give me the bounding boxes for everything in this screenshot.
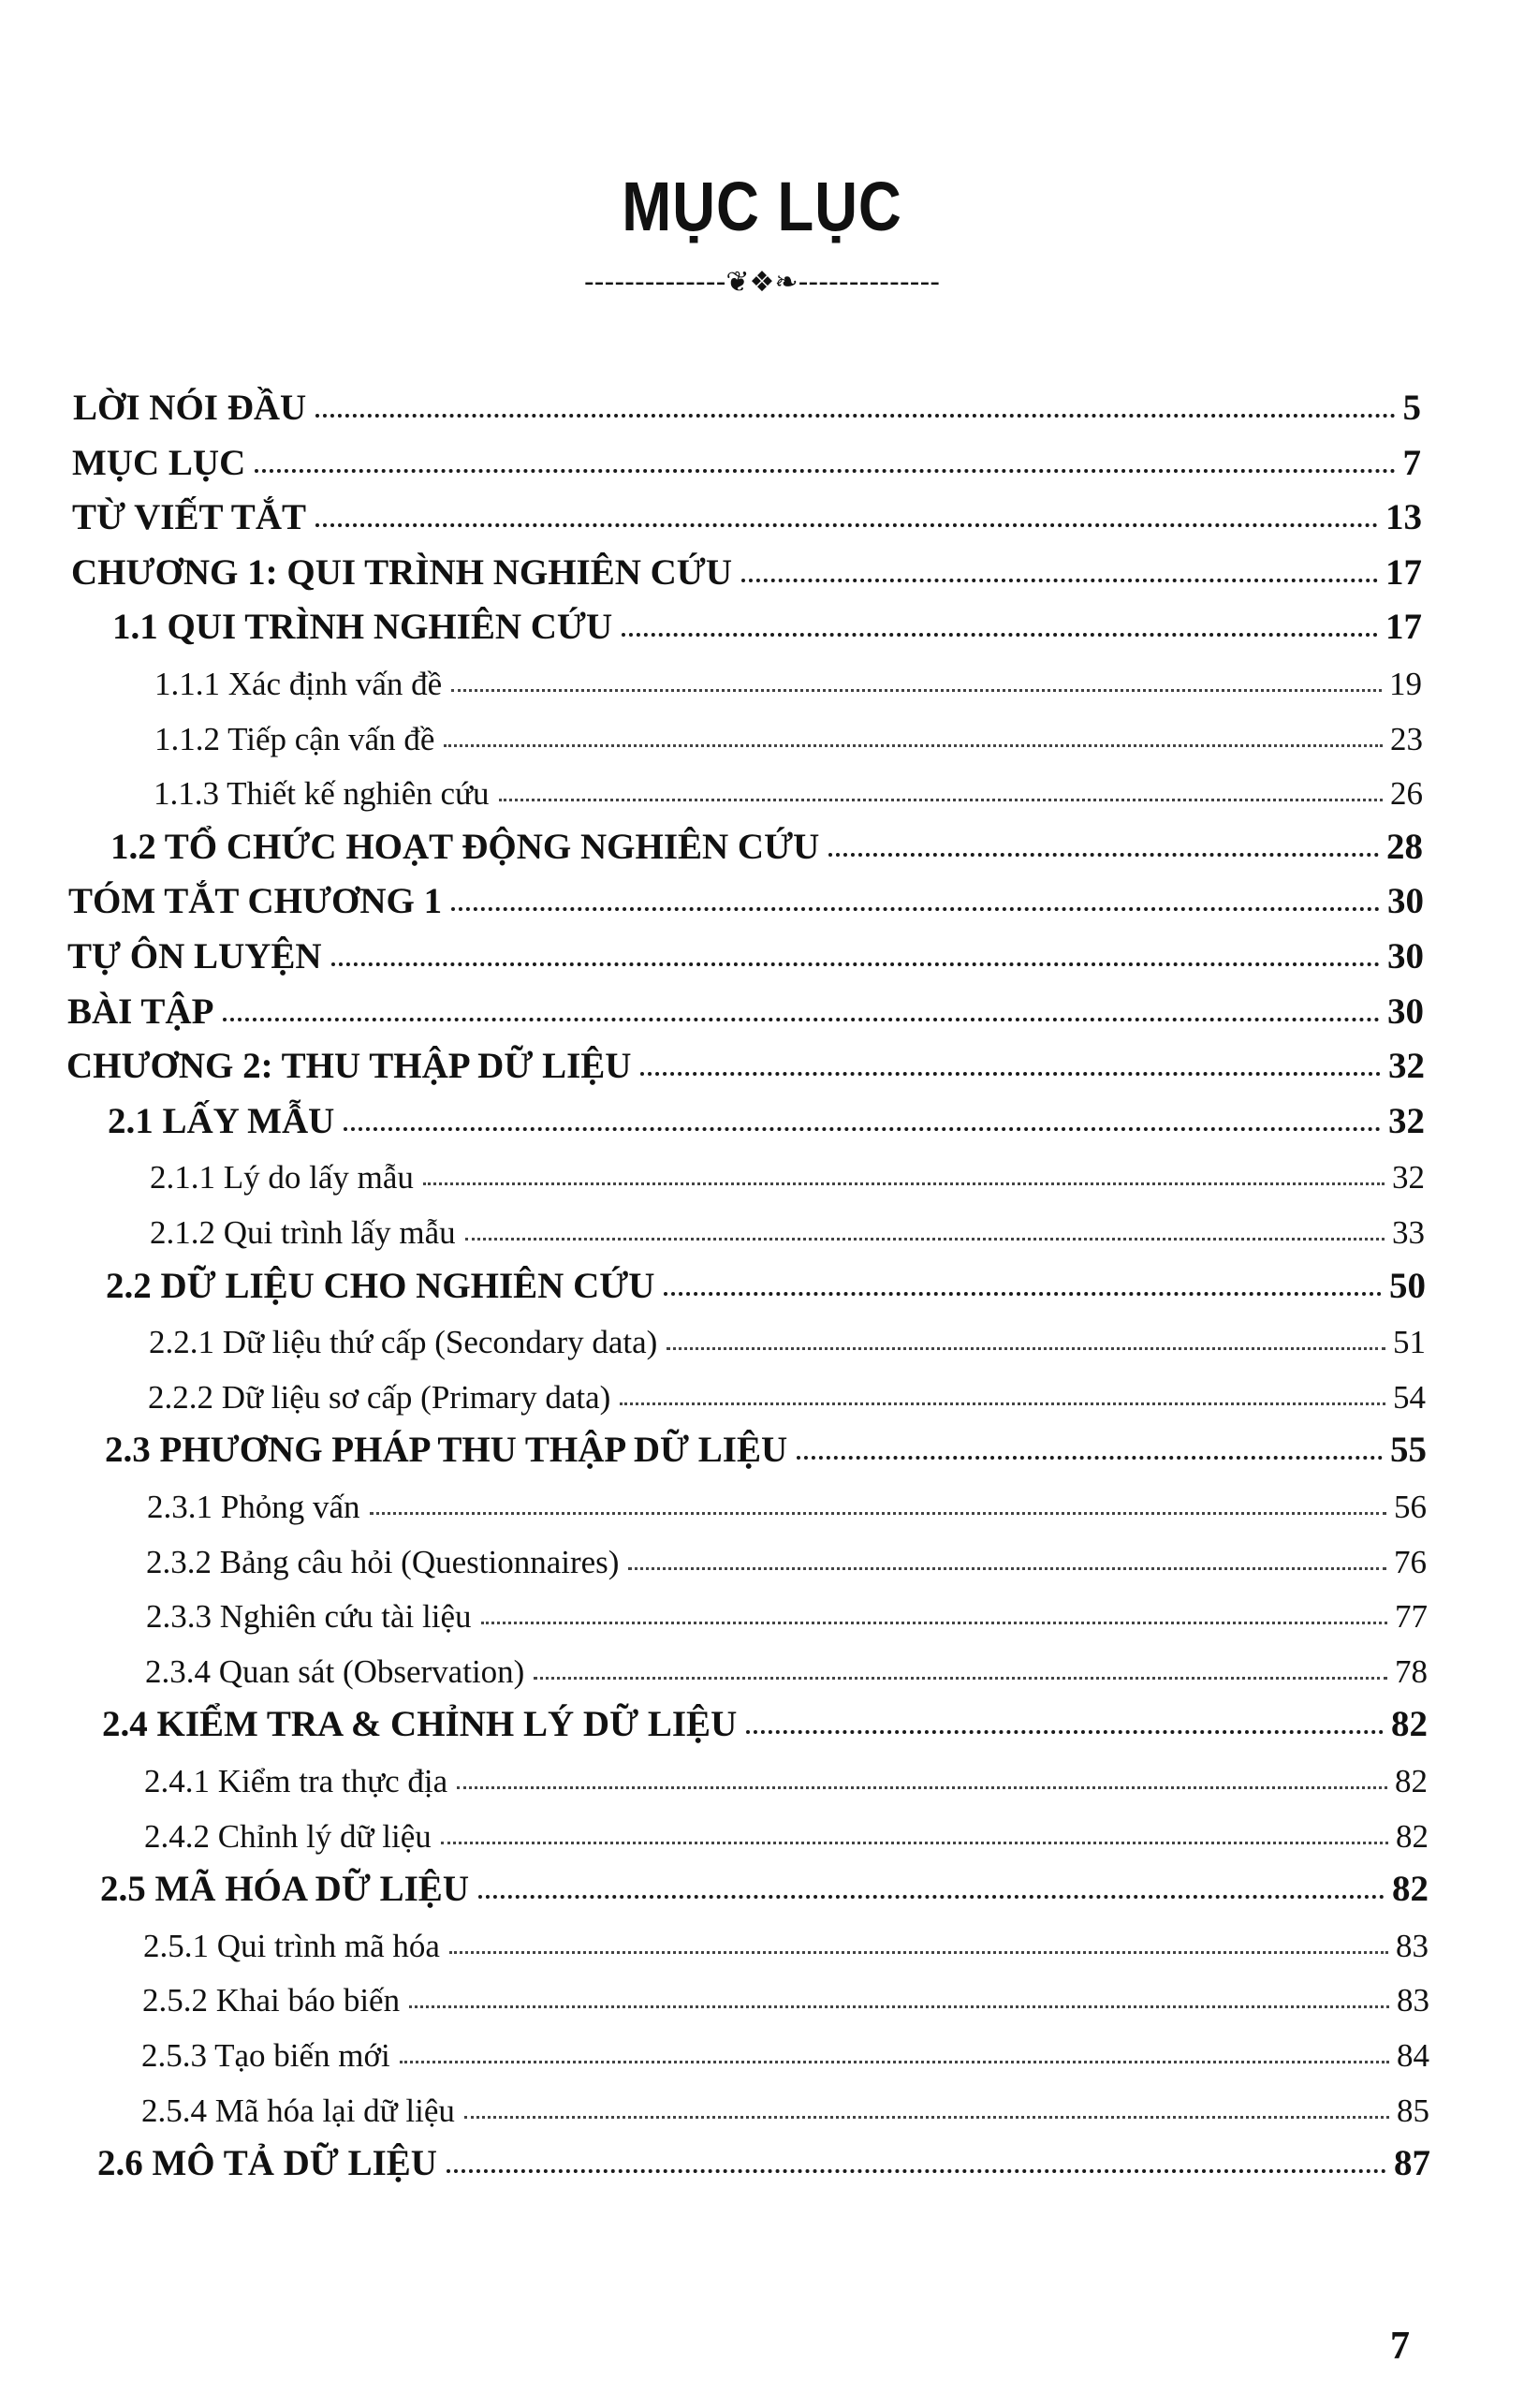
- toc-entry-label: CHƯƠNG 1: QUI TRÌNH NGHIÊN CỨU: [71, 551, 732, 593]
- toc-entry: [68, 870, 1424, 922]
- toc-entry-label: 2.1 LẤY MẪU: [108, 1100, 335, 1141]
- dot-leader: [223, 1018, 1380, 1021]
- toc-entry-label: 2.4.2 Chỉnh lý dữ liệu: [144, 1817, 432, 1855]
- page-title: MỤC LỤC: [622, 168, 902, 245]
- toc-entry: [150, 1144, 1425, 1197]
- dot-leader: [344, 1127, 1381, 1131]
- dot-leader: [741, 579, 1378, 582]
- toc-entry-label: 2.4.1 Kiểm tra thực địa: [144, 1763, 448, 1799]
- toc-entry-page: 17: [1385, 551, 1422, 593]
- dot-leader: [449, 1951, 1388, 1954]
- dot-leader: [447, 2169, 1386, 2173]
- toc-entry: [67, 925, 1424, 977]
- dot-leader: [441, 1842, 1388, 1844]
- toc-entry: [110, 815, 1423, 868]
- toc-entry-page: 30: [1387, 991, 1424, 1032]
- toc-entry: [143, 1913, 1429, 1965]
- dot-leader: [640, 1072, 1381, 1076]
- toc-entry-page: 5: [1402, 388, 1421, 428]
- dot-leader: [444, 744, 1383, 747]
- dot-leader: [331, 962, 1380, 966]
- toc-entry: [105, 1418, 1427, 1471]
- toc-entry-page: 82: [1392, 1869, 1429, 1910]
- toc-entry-label: TỪ VIẾT TẮT: [72, 497, 306, 538]
- toc-entry: [142, 1967, 1429, 2019]
- toc-entry-label: 1.1.3 Thiết kế nghiên cứu: [154, 775, 490, 813]
- toc-entry-page: 82: [1396, 1817, 1429, 1855]
- toc-entry-page: 26: [1390, 775, 1423, 813]
- toc-entry: [144, 1803, 1429, 1856]
- dot-leader: [315, 523, 1378, 527]
- toc-entry: [106, 1255, 1426, 1307]
- toc-entry-page: 85: [1397, 2092, 1429, 2129]
- dot-leader: [451, 689, 1382, 692]
- toc-entry-page: 54: [1393, 1378, 1426, 1416]
- toc-entry-label: 2.3.3 Nghiên cứu tài liệu: [146, 1598, 472, 1636]
- toc-entry-page: 56: [1394, 1489, 1427, 1525]
- toc-entry-label: 1.1.1 Xác định vấn đề: [154, 666, 443, 702]
- toc-entry-label: 2.5.4 Mã hóa lại dữ liệu: [141, 2092, 455, 2129]
- toc-entry-label: MỤC LỤC: [72, 442, 246, 483]
- toc-entry: [73, 376, 1421, 429]
- toc-entry-label: 2.5.1 Qui trình mã hóa: [143, 1927, 440, 1964]
- toc-entry: [146, 1529, 1427, 1581]
- dot-leader: [622, 633, 1378, 637]
- toc-entry: [147, 1474, 1427, 1526]
- dot-leader: [481, 1622, 1387, 1624]
- toc-entry-label: 2.3.1 Phỏng vấn: [147, 1489, 360, 1525]
- title-ornament: --------------❦❖❧--------------: [583, 266, 941, 299]
- toc-entry-page: 32: [1388, 1046, 1425, 1087]
- toc-entry-label: 2.2.1 Dữ liệu thứ cấp (Secondary data): [149, 1324, 658, 1361]
- dot-leader: [534, 1677, 1387, 1680]
- toc-entry-label: 2.1.2 Qui trình lấy mẫu: [150, 1214, 456, 1251]
- toc-entry-label: 1.1.2 Tiếp cận vấn đề: [154, 720, 435, 757]
- toc-entry-label: 2.4 KIỂM TRA & CHỈNH LÝ DỮ LIỆU: [102, 1704, 738, 1745]
- toc-entry: [100, 1857, 1429, 1910]
- toc-entry: [145, 1638, 1428, 1691]
- dot-leader: [628, 1567, 1386, 1570]
- toc-entry: [149, 1309, 1426, 1361]
- dot-leader: [464, 2116, 1389, 2119]
- toc-entry-label: 2.5.3 Tạo biến mới: [141, 2037, 390, 2074]
- toc-entry: [102, 1693, 1428, 1745]
- dot-leader: [664, 1292, 1382, 1296]
- dot-leader: [465, 1238, 1385, 1241]
- toc-entry-page: 51: [1393, 1324, 1426, 1361]
- toc-entry-label: 2.2.2 Dữ liệu sơ cấp (Primary data): [148, 1378, 611, 1416]
- dot-leader: [370, 1512, 1387, 1515]
- dot-leader: [828, 853, 1379, 857]
- toc-entry-page: 28: [1386, 826, 1423, 867]
- dot-leader: [315, 414, 1395, 418]
- toc-entry-label: LỜI NÓI ĐẦU: [73, 388, 307, 428]
- dot-leader: [667, 1347, 1385, 1350]
- dot-leader: [746, 1730, 1384, 1734]
- toc-entry-page: 13: [1385, 497, 1422, 538]
- toc-entry-label: 2.3 PHƯƠNG PHÁP THU THẬP DỮ LIỆU: [105, 1430, 788, 1471]
- toc-entry-page: 30: [1387, 936, 1424, 976]
- dot-leader: [255, 469, 1395, 473]
- toc-entry-page: 83: [1397, 1982, 1429, 2019]
- dot-leader: [451, 907, 1380, 911]
- dot-leader: [400, 2061, 1389, 2063]
- toc-entry-page: 76: [1394, 1543, 1427, 1580]
- toc-entry: [148, 1364, 1426, 1417]
- toc-entry-page: 87: [1394, 2143, 1430, 2184]
- toc-entry-page: 82: [1391, 1704, 1428, 1745]
- toc-entry-page: 83: [1396, 1927, 1429, 1964]
- toc-entry-label: CHƯƠNG 2: THU THẬP DỮ LIỆU: [66, 1046, 632, 1087]
- toc-entry: [146, 1583, 1428, 1636]
- toc-entry-page: 7: [1402, 442, 1421, 483]
- toc-entry-label: TÓM TẮT CHƯƠNG 1: [68, 881, 443, 922]
- toc-entry: [154, 706, 1423, 758]
- toc-entry-page: 77: [1395, 1598, 1428, 1636]
- dot-leader: [797, 1456, 1383, 1460]
- toc-entry-page: 32: [1392, 1159, 1425, 1197]
- toc-entry-page: 82: [1395, 1763, 1428, 1799]
- dot-leader: [423, 1182, 1385, 1185]
- toc-entry-page: 55: [1390, 1430, 1427, 1471]
- toc-entry-page: 84: [1397, 2037, 1429, 2074]
- toc-entry-page: 50: [1389, 1265, 1426, 1306]
- toc-entry-label: TỰ ÔN LUYỆN: [67, 936, 322, 976]
- toc-entry-label: 2.3.4 Quan sát (Observation): [145, 1652, 525, 1690]
- toc-entry-page: 19: [1389, 666, 1422, 702]
- toc-entry-label: 1.2 TỔ CHỨC HOẠT ĐỘNG NGHIÊN CỨU: [110, 826, 820, 867]
- toc-entry-page: 30: [1387, 881, 1424, 922]
- toc-entry: [67, 980, 1424, 1033]
- page-number: 7: [1390, 2325, 1410, 2368]
- toc-entry-label: 1.1 QUI TRÌNH NGHIÊN CỨU: [112, 607, 613, 648]
- toc-entry: [72, 432, 1421, 484]
- toc-entry-label: 2.2 DỮ LIỆU CHO NGHIÊN CỨU: [106, 1265, 655, 1306]
- toc-entry: [71, 541, 1422, 594]
- dot-leader: [409, 2005, 1389, 2008]
- toc-entry-page: 33: [1392, 1214, 1425, 1251]
- toc-entry-label: 2.5 MÃ HÓA DỮ LIỆU: [100, 1869, 469, 1910]
- toc-entry-label: 2.1.1 Lý do lấy mẫu: [150, 1159, 414, 1197]
- toc-entry-label: 2.6 MÔ TẢ DỮ LIỆU: [97, 2143, 437, 2184]
- toc-entry: [154, 760, 1423, 813]
- toc-entry: [66, 1035, 1425, 1087]
- toc-entry: [154, 651, 1422, 703]
- dot-leader: [620, 1402, 1385, 1405]
- toc-entry: [141, 2022, 1429, 2075]
- toc-entry-label: BÀI TẬP: [67, 991, 214, 1032]
- toc-entry: [141, 2078, 1429, 2130]
- toc-entry: [112, 595, 1422, 648]
- dot-leader: [478, 1895, 1385, 1899]
- toc-entry: [97, 2132, 1430, 2184]
- toc-entry-page: 23: [1390, 720, 1423, 757]
- toc-entry: [150, 1199, 1425, 1252]
- toc-entry: [72, 486, 1422, 538]
- toc-entry-label: 2.3.2 Bảng câu hỏi (Questionnaires): [146, 1543, 620, 1580]
- toc-entry-label: 2.5.2 Khai báo biến: [142, 1982, 401, 2019]
- toc-entry-page: 78: [1395, 1652, 1428, 1690]
- toc-entry-page: 32: [1388, 1100, 1425, 1141]
- toc-entry: [108, 1090, 1425, 1142]
- dot-leader: [499, 799, 1383, 801]
- toc-entry: [144, 1748, 1428, 1800]
- dot-leader: [457, 1786, 1387, 1789]
- toc-entry-page: 17: [1385, 607, 1422, 648]
